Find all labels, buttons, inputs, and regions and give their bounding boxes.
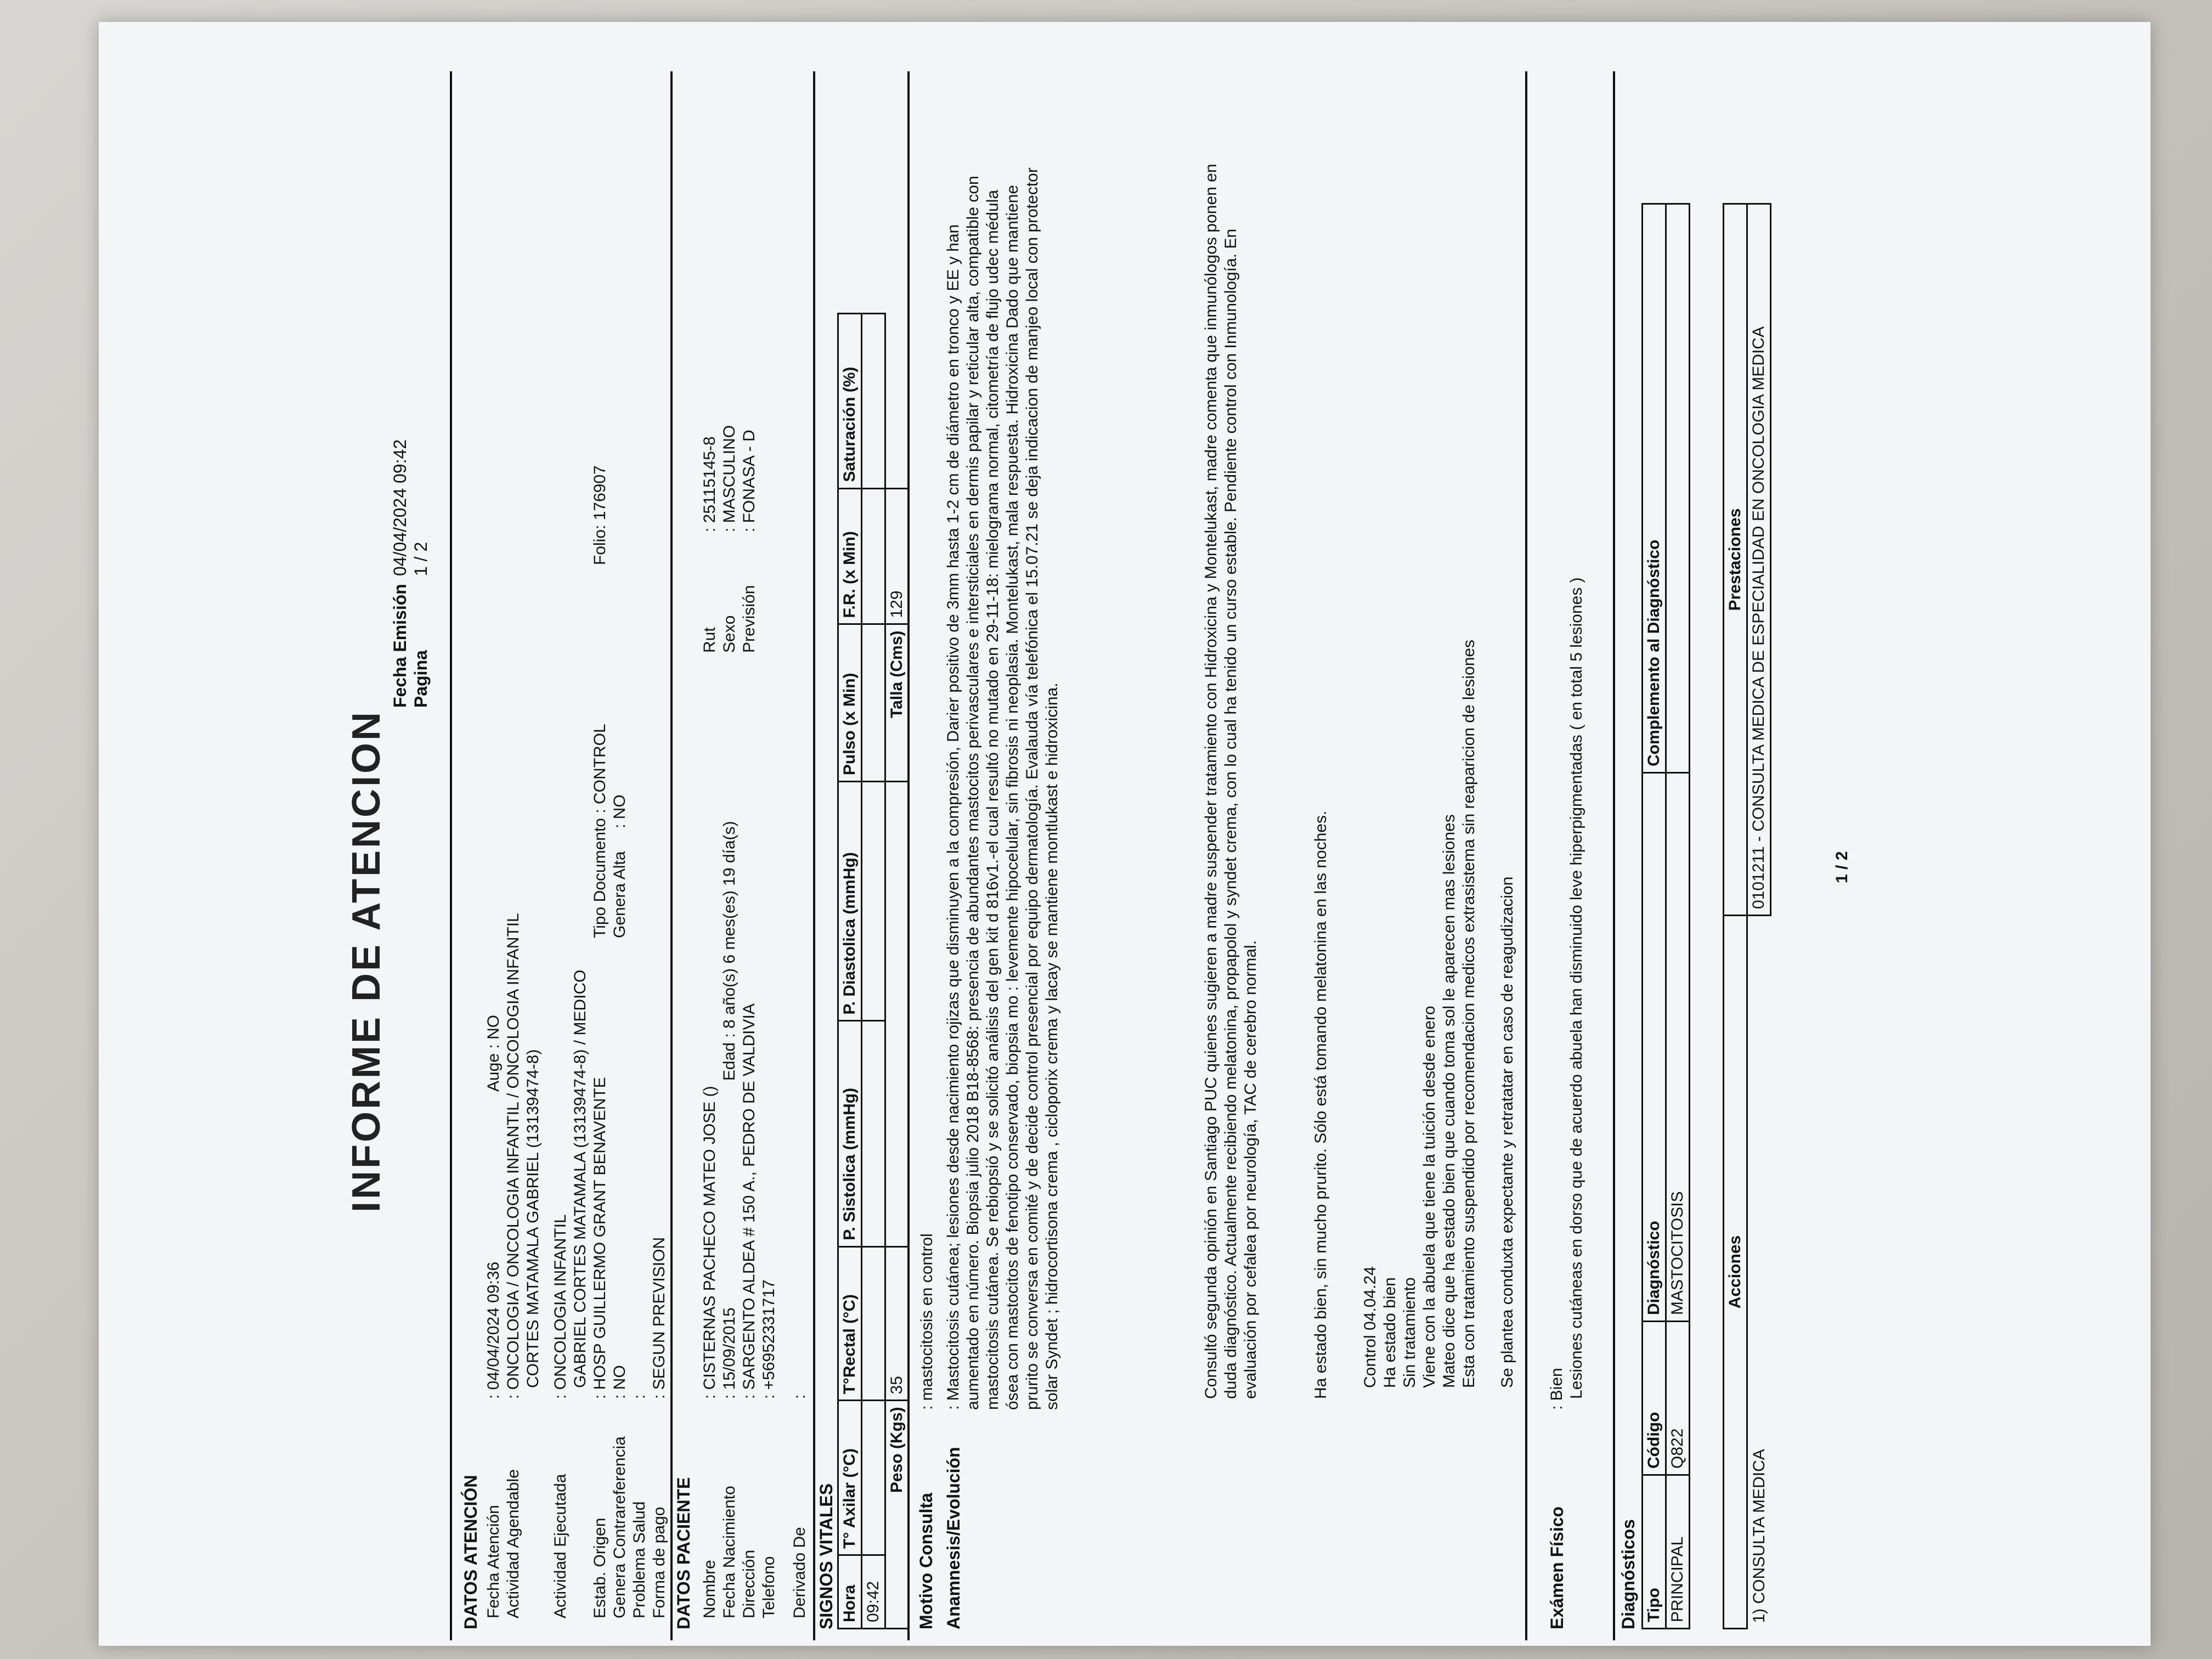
cell-pulso	[862, 624, 885, 782]
fecha-emision-value: 04/04/2024 09:42	[390, 439, 410, 576]
talla-value: 129	[885, 488, 909, 624]
genera-contra-value: : NO	[611, 1365, 629, 1399]
telefono-row: Telefono: +56952331717	[760, 1279, 778, 1618]
nombre-value: : CISTERNAS PACHECO MATEO JOSE ()	[701, 1086, 719, 1399]
cell-hora: 09:42	[862, 1555, 885, 1628]
datos-paciente-heading: DATOS PACIENTE	[674, 1477, 693, 1629]
col-sistolica: P. Sistolica (mmHg)	[838, 1021, 862, 1246]
section-rule	[907, 71, 910, 1640]
cell-diastolica	[862, 782, 885, 1021]
peso-value: 35	[885, 1246, 909, 1401]
anamnesis-line: Sin tratamiento	[1401, 1277, 1419, 1388]
paper-sheet	[99, 22, 2151, 1646]
direccion-value: : SARGENTO ALDEA # 150 A., PEDRO DE VALDIVIA	[740, 1003, 758, 1399]
col-tipo: Tipo	[1643, 1475, 1666, 1629]
section-rule	[813, 71, 815, 1640]
section-rule	[670, 71, 673, 1640]
actividad-ejecutada-row: Actividad Ejecutada: ONCOLOGIA INFANTIL	[551, 1214, 569, 1618]
derivado-row: Derivado De:	[791, 1394, 809, 1618]
table-row	[1747, 204, 1771, 1629]
table-header-row	[838, 314, 862, 1629]
col-rectal: T°Rectal (°C)	[838, 1246, 862, 1401]
cell-codigo: Q822	[1666, 1322, 1690, 1475]
fecha-atencion-row: Fecha Atención: 04/04/2024 09:36	[484, 1261, 503, 1618]
col-pulso: Pulso (x Min)	[838, 624, 862, 782]
cell-complemento	[1666, 204, 1690, 773]
anamnesis-line: Control 04.04.24	[1361, 1266, 1379, 1388]
actividad-agendable-row: Actividad Agendable: ONCOLOGIA / ONCOLOGIA INFANTIL / ONCOLOGIA INFANTIL	[504, 913, 522, 1618]
col-diastolica: P. Diastolica (mmHg)	[838, 782, 862, 1021]
sexo-row: Sexo: MASCULINO	[720, 425, 738, 653]
estab-origen-row: Estab. Origen: HOSP GUILLERMO GRANT BENAVENTE	[591, 1077, 609, 1618]
rut-row: Rut: 25115145-8	[701, 436, 719, 653]
table-row	[885, 314, 909, 1629]
table-row	[862, 314, 885, 1629]
peso-label: Peso (Kgs)	[885, 1401, 909, 1629]
cell-saturacion	[862, 314, 885, 489]
document-title: INFORME DE ATENCION	[345, 710, 388, 1212]
col-codigo: Código	[1643, 1322, 1666, 1475]
table-header-row	[1724, 204, 1747, 1629]
fecha-nac-value: : 15/09/2015	[720, 1307, 738, 1399]
cell-fr	[862, 488, 885, 624]
genera-alta-value: : NO	[611, 794, 629, 828]
cell-diagnostico: MASTOCITOSIS	[1666, 773, 1690, 1322]
motivo-row: Motivo Consulta: mastocitosis en control	[916, 1233, 936, 1629]
nombre-row: Nombre: CISTERNAS PACHECO MATEO JOSE ()	[701, 1086, 719, 1618]
examen-fisico-value: : Bien	[1548, 1368, 1566, 1410]
rut-value: : 25115145-8	[701, 436, 719, 532]
prestaciones-table	[1723, 203, 1771, 1629]
table-row	[1666, 204, 1690, 1629]
actividad-agendable-value-2: CORTES MATAMALA GABRIEL (13139474-8)	[524, 1049, 542, 1388]
estab-origen-value: : HOSP GUILLERMO GRANT BENAVENTE	[591, 1077, 609, 1399]
anamnesis-line: Mateo dice que ha estado bien que cuando toma sol le aparecen mas lesiones	[1440, 814, 1458, 1388]
cell-tipo: PRINCIPAL	[1666, 1475, 1690, 1629]
forma-pago-value: : SEGUN PREVISION	[650, 1237, 668, 1399]
anamnesis-paragraph-3: Ha estado bien, sin mucho prurito. Sólo está tomando melatonina en las noches.	[1312, 810, 1330, 1399]
problema-salud-row: Problema Salud:	[630, 1394, 648, 1618]
cell-prestacion: 0101211 - CONSULTA MEDICA DE ESPECIALIDAD EN ONCOLOGIA MEDICA	[1747, 204, 1771, 916]
problema-salud-value: :	[630, 1394, 648, 1399]
auge-value: Auge : NO	[484, 1014, 503, 1092]
anamnesis-line: Viene con la abuela que tiene la tuición desde enero	[1420, 1006, 1438, 1388]
vital-signs-table	[837, 313, 910, 1629]
table-header-row	[1643, 204, 1666, 1629]
genera-contra-row: Genera Contrareferencia: NO	[611, 1365, 629, 1618]
anamnesis-line: Esta con tratamiento suspendido por recomendacion medicos extrasistema sin reaparicion de lesiones	[1460, 639, 1478, 1388]
anamnesis-paragraph-5: Se plantea conduxta expectante y retratatar en caso de reagudizacion	[1498, 876, 1516, 1388]
tipo-documento: Tipo Documento : CONTROL	[591, 724, 609, 938]
cell-rectal	[862, 1246, 885, 1401]
anamnesis-paragraph-1: : Mastocitosis cutánea; lesiones desde nacimiento rojizas que disminuyen a la compresión, Darier positivo de 3mm hasta 1-2 cm de diámetro en tronco y EE y han aumentado en número. Biopsia julio 2018 B18-8568: presencia de abundantes mastocitos perivasculares e intersticiales en dermis papilar y reticular alta, compatible con mastocitosis cutánea. Se rebiopsió y se solicitó análisis del gen kit d 816v1.-el cual resultó no mutado en 29-11-18: mielograma normal, citometría de flujo udec médula ósea con mastocitos de fenotipo conservado, biopsia mo : levemente hipocelular, sin fibrosis ni neoplasia. Montelukast, mala respuesta. Hidroxicina Dado que mantiene prurito se conversa en comité y de decide control presencial por equipo dermatología. Evalauda vía telefónica el 15.07.21 se deja indicacion de manjeo local con protector solar Syndet ; hidrocortisona crema , cicloporix crema y lacay se mantiene montlukast e hidroxicina.	[944, 167, 1061, 1410]
talla-label: Talla (Cms)	[885, 624, 909, 782]
forma-pago-row: Forma de pago: SEGUN PREVISION	[650, 1237, 668, 1618]
col-saturacion: Saturación (%)	[838, 314, 862, 489]
fecha-nac-row: Fecha Nacimiento: 15/09/2015	[720, 1307, 738, 1618]
edad-value: Edad : 8 año(s) 6 mes(es) 19 día(s)	[720, 821, 738, 1081]
cell-sistolica	[862, 1021, 885, 1246]
prevision-row: Previsión: FONASA - D	[740, 430, 758, 653]
signos-vitales-heading: SIGNOS VITALES	[816, 1483, 836, 1629]
col-fr: F.R. (x Min)	[838, 488, 862, 624]
anamnesis-paragraph-4	[1361, 137, 1479, 1388]
emission-meta	[390, 439, 431, 708]
col-axilar: T° Axilar (°C)	[838, 1401, 862, 1555]
fecha-emision-label: Fecha Emisión	[390, 584, 410, 708]
motivo-value: : mastocitosis en control	[918, 1233, 936, 1410]
col-hora: Hora	[838, 1555, 862, 1628]
examen-fisico-detail: Lesiones cutáneas en dorso que de acuerdo abuela han disminuido leve hiperpigmentadas ( en total 5 lesiones )	[1567, 577, 1585, 1399]
col-prestaciones: Prestaciones	[1724, 204, 1747, 916]
col-diagnostico: Diagnóstico	[1643, 773, 1666, 1322]
section-rule	[1613, 71, 1615, 1640]
cell-axilar	[862, 1401, 885, 1555]
anamnesis-paragraph-2: Consultó segunda opinión en Santiago PUC quienes sugieren a madre suspender tratamiento con Hidroxicina y Montelukast, madre comenta que inmunólogos ponen en duda diagnóstico. Actualmente recibiendo melatonina, propapolol y syndet crema, con lo cual ha tenido un curso estable. Pendiente control con Inmunología. En evaluación por cefalea por neurología, TAC de cerebro normal.	[1202, 163, 1260, 1399]
pagina-value: 1 / 2	[411, 541, 431, 576]
anamnesis-label: Anamnesis/Evolución	[944, 1447, 963, 1629]
telefono-value: : +56952331717	[760, 1279, 778, 1399]
derivado-value: :	[791, 1394, 809, 1399]
fecha-atencion-value: : 04/04/2024 09:36	[484, 1261, 503, 1399]
direccion-row: Dirección: SARGENTO ALDEA # 150 A., PEDRO DE VALDIVIA	[740, 1003, 758, 1618]
section-rule	[1525, 71, 1527, 1640]
header-rule	[450, 71, 452, 1640]
footer-page-number: 1 / 2	[1833, 851, 1851, 883]
prevision-value: : FONASA - D	[740, 430, 758, 532]
sexo-value: : MASCULINO	[720, 425, 738, 532]
actividad-ejecutada-value: : ONCOLOGIA INFANTIL	[551, 1214, 569, 1399]
examen-fisico-label: Exámen Físico	[1547, 1506, 1567, 1629]
pagina-label: Pagina	[411, 650, 431, 708]
genera-alta-row: Genera Alta: NO	[611, 794, 629, 938]
diagnosticos-table	[1641, 203, 1690, 1629]
folio: Folio: 176907	[591, 465, 609, 565]
col-complemento: Complemento al Diagnóstico	[1643, 204, 1666, 773]
diagnosticos-heading: Diagnósticos	[1618, 1519, 1638, 1629]
datos-atencion-heading: DATOS ATENCIÓN	[461, 1475, 481, 1629]
col-acciones: Acciones	[1724, 916, 1747, 1629]
cell-accion: 1) CONSULTA MEDICA	[1750, 1449, 1768, 1623]
actividad-agendable-value: : ONCOLOGIA / ONCOLOGIA INFANTIL / ONCOLOGIA INFANTIL	[504, 913, 522, 1399]
anamnesis-line: Ha estado bien	[1381, 1277, 1399, 1388]
document-page	[340, 71, 2212, 1640]
actividad-ejecutada-value-2: GABRIEL CORTES MATAMALA (13139474-8) / MEDICO	[571, 969, 589, 1388]
